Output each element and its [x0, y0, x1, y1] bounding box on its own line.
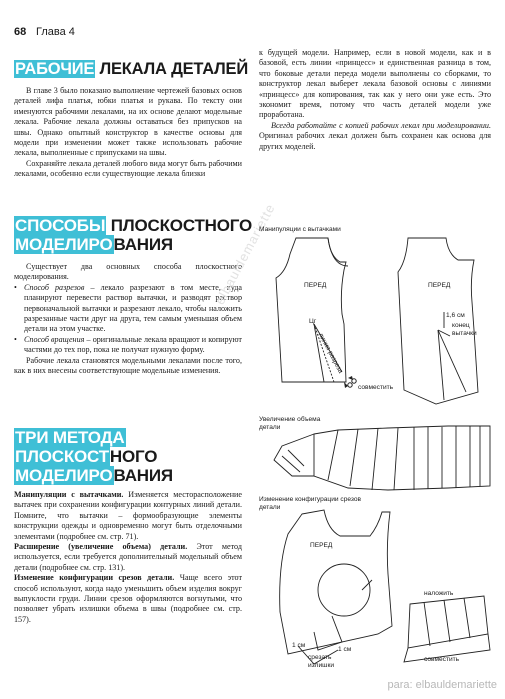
fig3-cut-excess: срезать излишки — [308, 654, 335, 669]
heading-highlight: МОДЕЛИРО — [15, 466, 113, 485]
fig2-caption: Увеличение объема детали — [259, 416, 321, 431]
fig1-front-right: ПЕРЕД — [428, 282, 451, 289]
heading-highlight: МОДЕЛИРО — [15, 235, 113, 254]
paragraph: Рабочие лекала становятся модельными лекалами после того, как в них внесены соответствующие модельные изменения. — [14, 355, 242, 376]
side-watermark: elbauldemariette — [212, 200, 278, 308]
method-paragraph — [14, 573, 242, 625]
term: Расширение (увеличение объема) детали. — [14, 542, 188, 552]
method-paragraph — [14, 542, 242, 573]
fig1-drawing — [258, 232, 498, 407]
section2-body — [14, 262, 242, 376]
heading-highlight: ПЛОСКОСТ — [15, 447, 109, 466]
section3-heading — [14, 428, 254, 485]
fig1-dim-16: 1,6 см — [446, 312, 465, 319]
section2-heading — [14, 216, 254, 254]
paragraph: Сохраняйте лекала деталей любого вида могут быть рабочими лекалами, особенно если существующие лекала близки — [14, 158, 242, 179]
text: – оригинальные лекала вращают и копируют частями до тех пор, пока не получат нужную форму. — [24, 334, 242, 355]
fig1-caption: Манипуляции с вытачками — [259, 226, 341, 233]
text: – лекало разрезают в том месте, куда планируют перевести раствор вытачки, и разводят раствор первоначальной вытачки и разрезают лекало, чтобы наложить разрезанные части друг на друга, тем самым уменьшая объем детали на этом участке. — [24, 282, 242, 334]
heading-text: ЛЕКАЛА ДЕТАЛЕЙ — [95, 60, 249, 78]
fig2-drawing — [258, 420, 498, 505]
fig1-align: совместить — [358, 384, 394, 391]
text: Чаще всего этот способ используют, когда надо уменьшить объем изделия вокруг выпуклости груди. Линии срезов оформляются вогнутыми, что позволяет убрать излишки объема в швы (подробнее см. стр. 157). — [14, 573, 242, 624]
col2-top-body — [259, 48, 491, 152]
text: Этот метод используется, если требуется дополнительный модельный объем детали (подробнее см. стр. 131). — [14, 542, 242, 572]
fig1-cut-line: линия разреза — [316, 332, 344, 375]
fig1-front-left: ПЕРЕД — [304, 282, 327, 289]
term: Изменение конфигурации срезов детали. — [14, 573, 175, 583]
section1-heading — [14, 60, 254, 78]
text: Изменяется месторасположение вытачек при сохранении конфигурации контурных линий детали. Помните, что вытачки – формообразующие элементы конструкции одежды и одновременно могут быть отделочными элементами (подробнее см. стр. 71). — [14, 490, 242, 541]
fig3-one-cm-right: 1 см — [338, 646, 352, 653]
heading-text: НОГО — [109, 447, 158, 466]
bullet-item — [14, 283, 242, 335]
bullet-item — [14, 335, 242, 356]
text: Оригинал рабочих лекал должен быть сохранен как основа для других моделей. — [259, 131, 491, 151]
method-paragraph — [14, 490, 242, 542]
paragraph — [259, 121, 491, 152]
paragraph: к будущей модели. Например, если в новой модели, как и в базовой, есть линии «принцесс» и единственная разница в том, что боковые детали переда модели выполнены со сборками, то конструктор лекал выберет лекала базовой основы с линиями «принцесс» для копирования, так как у него они уже есть. Это экономит время, потому что часть деталей модели уже проработана. — [259, 48, 491, 120]
fig3-overlap: наложить — [424, 590, 454, 597]
fig3-one-cm-left: 1 см — [292, 642, 306, 649]
term: Манипуляции с вытачками. — [14, 490, 124, 499]
fig3-align: совместить — [424, 656, 460, 663]
term: Способ вращения — [24, 334, 85, 344]
fig1-cg: Цг — [309, 318, 317, 325]
heading-highlight: СПОСОБЫ — [15, 216, 106, 235]
page-number: 68 — [14, 26, 27, 38]
fig3-front: ПЕРЕД — [310, 542, 333, 549]
section1-body — [14, 86, 242, 180]
italic-text: Всегда работайте с копией рабочих лекал при моделировании. — [271, 120, 491, 130]
heading-highlight: ТРИ МЕТОДА — [15, 428, 125, 447]
watermark: para: elbauldemariette — [387, 679, 497, 691]
paragraph: Существует два основных способа плоскостного моделирования. — [14, 262, 242, 282]
chapter-title: Глава 4 — [36, 26, 75, 38]
heading-text: ПЛОСКОСТНОГО — [106, 216, 253, 235]
fig1-dart-end: конец вытачки — [452, 322, 477, 337]
paragraph: В главе 3 было показано выполнение чертежей базовых основ деталей лифа платья, юбки платья и рукава. По тексту они именуются рабочими лекалами, на их основе делают модельные лекала. Рабочие лекала должны оставаться без припусков на швы. Однако опытный конструктор в качестве основы для модели при изменении может также использовать рабочие лекала, выполненные с припусками на швы. — [14, 86, 242, 158]
heading-text: ВАНИЯ — [113, 235, 173, 254]
fig3-caption: Изменение конфигурации срезов детали — [259, 496, 362, 511]
section3-body — [14, 490, 242, 625]
heading-text: ВАНИЯ — [113, 466, 173, 485]
heading-highlight: РАБОЧИЕ — [15, 60, 95, 78]
term: Способ разрезов — [24, 282, 85, 292]
